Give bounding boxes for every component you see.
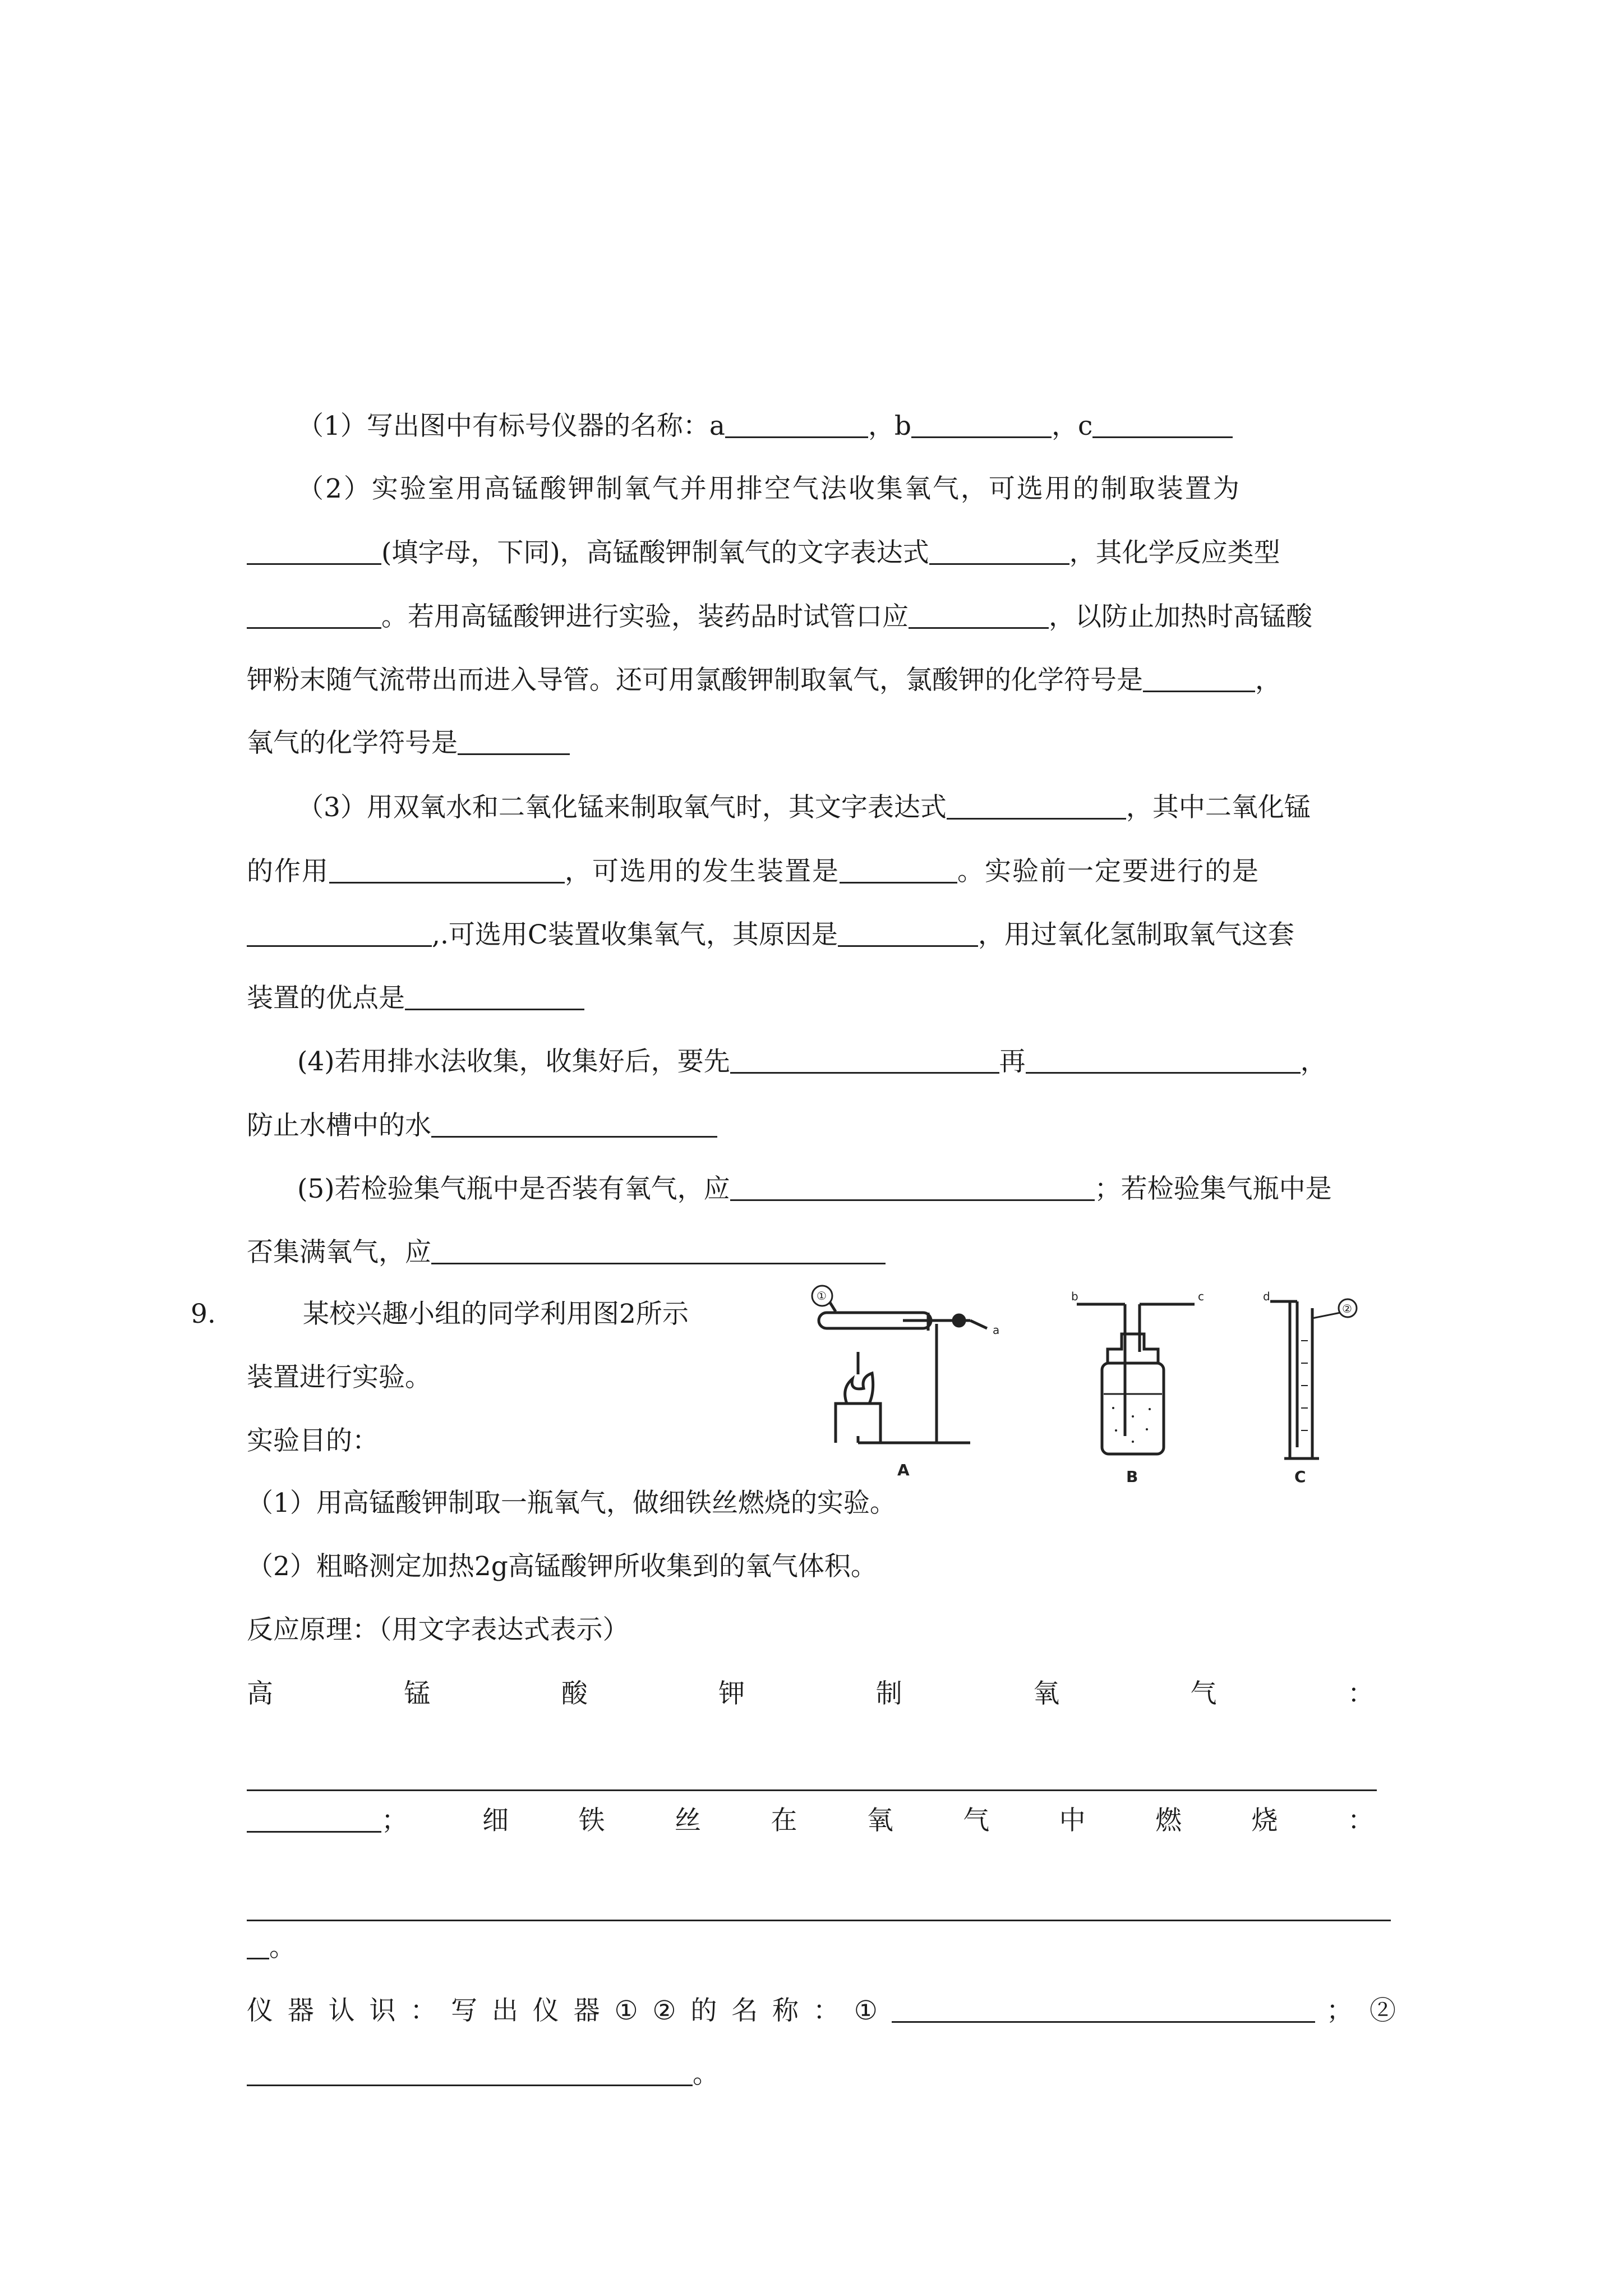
answer-blank-advantage[interactable] (405, 983, 584, 1010)
q8-p3-l2b: ，可选用的发生装置是 (565, 856, 840, 887)
answer-blank-o2-symbol[interactable] (458, 728, 570, 755)
period: 。 (269, 1932, 296, 1963)
iron-char: 烧 (1251, 1805, 1278, 1836)
answer-blank-test-full[interactable] (431, 1237, 886, 1264)
answer-blank-generator[interactable] (840, 856, 957, 884)
q9-iron-line (482, 1804, 1374, 1838)
answer-blank-apparatus[interactable] (247, 537, 381, 565)
answer-blank-h2o2-equation[interactable] (947, 792, 1126, 820)
q8-part3-line2 (247, 855, 1260, 889)
answer-blank-water[interactable] (431, 1110, 717, 1138)
answer-blank-reason[interactable] (838, 919, 978, 947)
instrument-char: ： (410, 1995, 437, 2026)
iron-char: 细 (482, 1805, 509, 1836)
instrument-char: 称 (772, 1995, 799, 2026)
q8-p3-l3b: ，用过氧化氢制取氧气这套 (978, 919, 1294, 950)
q8-p4-l1b: 再 (999, 1046, 1026, 1077)
period: 。 (693, 2059, 719, 2090)
q9-instrument-line2 (247, 2058, 719, 2091)
q8-part5-line2 (247, 1236, 886, 1269)
q8-p3-l3a: ,.可选用C装置收集氧气，其原因是 (432, 919, 838, 950)
figure-port-c: c (1198, 1290, 1204, 1303)
answer-blank-kclo3-symbol[interactable] (1143, 665, 1255, 692)
q9-intro-1: 某校兴趣小组的同学利用图2所示 (303, 1299, 689, 1329)
instrument-char: ① (854, 1995, 878, 2026)
iron-char: 氧 (866, 1805, 893, 1836)
answer-blank-c[interactable] (1092, 411, 1233, 438)
q8-p3-l2a: 的作用 (247, 856, 329, 887)
instrument-char: 写 (451, 1995, 478, 2026)
answer-blank-second-step[interactable] (1026, 1046, 1301, 1074)
answer-blank-mno2-role[interactable] (329, 856, 565, 884)
instrument-char: ② (652, 1995, 676, 2026)
kmno4-char: ： (1347, 1678, 1374, 1709)
figure-mark-2: ② (1342, 1302, 1352, 1315)
answer-blank-test-oxygen[interactable] (730, 1174, 1095, 1201)
q8-p5-l1b: ；若检验集气瓶中是 (1094, 1174, 1332, 1204)
answer-blank-reaction-type[interactable] (247, 601, 381, 629)
q8-part1 (297, 409, 1233, 443)
q8-p3-l1a: （3）用双氧水和二氧化锰来制取氧气时，其文字表达式 (297, 792, 947, 823)
apparatus-c (1270, 1299, 1357, 1458)
q8-p2-l4b: ， (1255, 665, 1281, 696)
answer-blank-instrument-2[interactable] (247, 2059, 693, 2086)
semicolon: ； (381, 1805, 408, 1836)
q8-part5-line1 (297, 1172, 1332, 1206)
answer-blank-first-step[interactable] (730, 1046, 999, 1074)
iron-char: 铁 (578, 1805, 605, 1836)
figure-label-a: A (897, 1461, 910, 1479)
answer-blank-kmno4-end[interactable] (247, 1805, 381, 1833)
iron-char: 中 (1059, 1805, 1086, 1836)
q8-p2-l3b: ，以防止加热时高锰酸 (1049, 601, 1312, 632)
answer-blank-tube-mouth[interactable] (909, 601, 1049, 629)
instrument-char: 认 (328, 1995, 355, 2026)
answer-blank-before-experiment[interactable] (247, 919, 432, 947)
iron-char: ： (1347, 1805, 1374, 1836)
instrument-char: 仪 (247, 1995, 273, 2026)
apparatus-c-scale (1301, 1341, 1308, 1430)
q8-p5-l2: 否集满氧气，应 (247, 1237, 431, 1268)
q9-principle: 反应原理：（用文字表达式表示） (247, 1614, 629, 1645)
kmno4-char: 氧 (1033, 1678, 1060, 1709)
iron-char: 气 (963, 1805, 990, 1836)
figure-label-c: C (1294, 1467, 1306, 1486)
iron-char: 燃 (1155, 1805, 1182, 1836)
q8-part2-line2 (247, 536, 1280, 570)
q8-p2-l1: （2）实验室用高锰酸钾制氧气并用排空气法收集氧气，可选用的制取装置为 (297, 473, 1241, 504)
instrument-char: 器 (573, 1995, 600, 2026)
q8-p4-l2: 防止水槽中的水 (247, 1110, 431, 1141)
q8-p4-l1a: (4)若用排水法收集，收集好后，要先 (297, 1046, 730, 1077)
q8-part3-line1 (297, 791, 1311, 825)
answer-line-kmno4[interactable] (247, 1789, 1377, 1791)
kmno4-char: 锰 (404, 1678, 431, 1709)
q8-part2-line1 (297, 472, 1241, 506)
apparatus-b (1077, 1304, 1195, 1454)
instrument-char: 器 (287, 1995, 314, 2026)
q8-p1-text-2: ，b (868, 411, 912, 441)
kmno4-char: 钾 (718, 1678, 745, 1709)
instrument-char: 识 (369, 1995, 396, 2026)
figure-port-d: d (1263, 1290, 1270, 1303)
q8-part3-line4 (247, 982, 584, 1015)
instrument-char: ① (614, 1995, 638, 2026)
figure-mark-1: ① (817, 1289, 827, 1303)
apparatus-a (812, 1286, 987, 1443)
apparatus-figure (796, 1279, 1430, 1492)
q9-instrument-answer (892, 1994, 1413, 2028)
kmno4-char: 气 (1190, 1678, 1217, 1709)
figure-port-b: b (1071, 1290, 1078, 1303)
instrument-char: ： (813, 1995, 840, 2026)
q8-part4-line1 (297, 1045, 1327, 1079)
q8-part3-line3 (247, 918, 1294, 952)
q8-part4-line2 (247, 1109, 717, 1143)
q8-p2-l4a: 钾粉末随气流带出而进入导管。还可用氯酸钾制取氧气，氯酸钾的化学符号是 (247, 665, 1143, 696)
q8-p2-l2a: (填字母，下同)，高锰酸钾制氧气的文字表达式 (381, 537, 929, 568)
q9-goal-title: 实验目的： (247, 1425, 379, 1456)
q8-p2-l5: 氧气的化学符号是 (247, 728, 458, 758)
q9-number: 9. (191, 1299, 216, 1329)
instrument-char: 的 (690, 1995, 717, 2026)
figure-port-a: a (993, 1323, 1000, 1337)
q8-p3-l2c: 。实验前一定要进行的是 (957, 856, 1260, 887)
q9-instrument-line (247, 1994, 878, 2028)
answer-blank-kmno4-equation[interactable] (929, 537, 1069, 565)
q8-p1-text-3: ，c (1052, 411, 1093, 441)
q9-iron-prefix (247, 1804, 408, 1838)
q9-iron-end (247, 1931, 296, 1964)
answer-blank-instrument-1[interactable] (892, 1995, 1315, 2023)
q9-goal-1: （1）用高锰酸钾制取一瓶氧气，做细铁丝燃烧的实验。 (247, 1488, 896, 1519)
kmno4-char: 高 (247, 1678, 273, 1709)
instrument-mid: ；② (1326, 1995, 1413, 2026)
q8-p2-l2b: ，其化学反应类型 (1069, 537, 1280, 568)
instrument-char: 出 (491, 1995, 518, 2026)
q9-kmno4-line (247, 1677, 1374, 1711)
iron-char: 在 (771, 1805, 797, 1836)
q8-p2-l3a: 。若用高锰酸钾进行实验，装药品时试管口应 (381, 601, 909, 632)
q8-part2-line4 (247, 664, 1281, 697)
q8-p4-l1c: ， (1300, 1046, 1327, 1077)
q8-part2-line3 (247, 600, 1312, 634)
q8-p3-l1b: ，其中二氧化锰 (1126, 792, 1311, 823)
q8-p3-l4: 装置的优点是 (247, 983, 405, 1014)
answer-blank-iron-end[interactable] (247, 1932, 269, 1959)
answer-blank-a[interactable] (725, 411, 868, 438)
q8-p5-l1a: (5)若检验集气瓶中是否装有氧气，应 (297, 1174, 730, 1204)
apparatus-b-water (1112, 1407, 1151, 1443)
q8-part2-line5 (247, 726, 570, 760)
answer-line-iron[interactable] (247, 1920, 1391, 1921)
instrument-char: 名 (731, 1995, 758, 2026)
q8-p1-text-1: （1）写出图中有标号仪器的名称：a (297, 411, 725, 441)
q9-goal-2: （2）粗略测定加热2g高锰酸钾所收集到的氧气体积。 (247, 1551, 877, 1582)
figure-label-b: B (1126, 1467, 1138, 1486)
answer-blank-b[interactable] (911, 411, 1052, 438)
q9-intro-2: 装置进行实验。 (247, 1362, 431, 1393)
kmno4-char: 制 (875, 1678, 902, 1709)
instrument-char: 仪 (532, 1995, 559, 2026)
iron-char: 丝 (674, 1805, 701, 1836)
kmno4-char: 酸 (561, 1678, 588, 1709)
